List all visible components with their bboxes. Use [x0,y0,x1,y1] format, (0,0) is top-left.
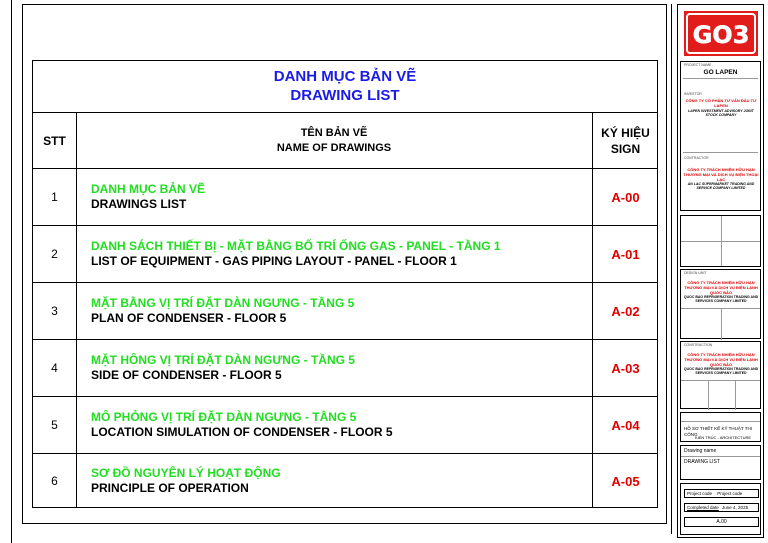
project-code-label: Project code [687,491,713,496]
header-sign-en: SIGN [610,142,641,156]
row-stt: 3 [51,304,58,318]
design-company-en: QUOC BAO REFRIGERATION TRADING AND SERVICES COMPANY LIMITED [683,295,759,303]
row-name-vi: SƠ ĐỒ NGUYÊN LÝ HOẠT ĐỘNG [91,466,281,480]
drawing-name-label: Drawing name [684,448,717,454]
header-sign [592,113,659,169]
table-title-en: DRAWING LIST [290,87,400,104]
title-block-separator [671,4,672,534]
row-name [91,283,581,339]
row-name-en: DRAWINGS LIST [91,197,187,211]
row-sign: A-05 [611,473,640,489]
header-stt: STT [43,134,66,148]
left-frame-line [11,0,12,543]
table-row [33,226,657,283]
row-stt: 5 [51,418,58,432]
row-name [91,397,581,453]
table-row [33,169,657,226]
row-name-en: SIDE OF CONDENSER - FLOOR 5 [91,368,282,382]
owner-company: CÔNG TY CỔ PHẦN TƯ VẤN ĐẦU TƯ LAPEN [685,98,757,108]
row-name-vi: MẶT HÔNG VỊ TRÍ ĐẶT DÀN NGƯNG - TẦNG 5 [91,353,355,367]
project-code-value: Project code [717,491,743,496]
drawing-name: DRAWING LIST [684,459,720,465]
construction-company: CÔNG TY TRÁCH NHIỆM HỮU HẠN THƯƠNG MẠI VÀ DỊCH VỤ ĐIỆN LẠNH QUỐC BẢO [684,352,758,367]
construction-company-box: CONSTRUCTION CÔNG TY TRÁCH NHIỆM HỮU HẠN THƯƠNG MẠI VÀ DỊCH VỤ ĐIỆN LẠNH QUỐC BẢO QUOC BAO REFRIGERATION TRADING AND SERVICES COMPANY LIMITED [680,341,761,409]
project-code-box [680,483,761,535]
completed-date: June 4, 2025 [722,505,749,510]
completed-date-label: Completed date [687,505,719,510]
table-row [33,283,657,340]
row-name-en: LOCATION SIMULATION OF CONDENSER - FLOOR 5 [91,425,393,439]
table-row [33,454,657,508]
dossier-text: HỒ SƠ THIẾT KẾ KỸ THUẬT THI CÔNG [684,426,752,437]
row-sign: A-01 [611,246,640,262]
header-name-en: NAME OF DRAWINGS [276,142,392,154]
drawing-name-box [680,445,761,480]
row-name [91,340,581,396]
dossier-box [680,412,761,442]
signature-box [680,215,761,267]
row-sign: A-02 [611,303,640,319]
header-name [76,113,592,169]
row-stt: 1 [51,190,58,204]
construction-company-en: QUOC BAO REFRIGERATION TRADING AND SERVICES COMPANY LIMITED [683,367,759,375]
row-name-vi: DANH MỤC BẢN VẼ [91,182,205,196]
row-stt: 2 [51,247,58,261]
row-sign: A-03 [611,360,640,376]
discipline-text: KIẾN TRÚC - ARCHITECTURE [694,435,752,440]
row-name-en: LIST OF EQUIPMENT - GAS PIPING LAYOUT - PANEL - FLOOR 1 [91,254,457,268]
row-stt: 4 [51,361,58,375]
table-row [33,340,657,397]
design-company-box: DESIGN UNIT CÔNG TY TRÁCH NHIỆM HỮU HẠN THƯƠNG MẠI VÀ DỊCH VỤ ĐIỆN LẠNH QUỐC BẢO QUOC BAO REFRIGERATION TRADING AND SERVICES COMPANY LIMITED [680,269,761,339]
header-sign-vi: KÝ HIỆU [601,126,650,140]
logo-text: GO3 [692,21,750,49]
drawing-list-table [32,60,658,508]
contractor-company-en: AN LAC SUPERMARKET TRADING AND SERVICE COMPANY LIMITED [687,182,755,190]
project-info-box: PROJECT NAME GO LAPEN INVESTOR CÔNG TY CỔ PHẦN TƯ VẤN ĐẦU TƯ LAPEN LAPEN INVESTMENT ADVISORY JOINT STOCK COMPANY CONTRACTOR CÔNG TY TRÁCH NHIỆM HỮU HẠN THƯƠNG MẠI VÀ DỊCH VỤ ĐIỆN THOẠI LẠC AN LAC SUPERMARKET TRADING AND SERVICE COMPANY LIMITED [680,61,761,211]
row-name [91,226,581,282]
row-name-en: PRINCIPLE OF OPERATION [91,481,249,495]
row-name-vi: MẶT BẰNG VỊ TRÍ ĐẶT DÀN NGƯNG - TẦNG 5 [91,296,355,310]
title-block [677,4,764,538]
company-logo [684,11,758,56]
row-name [91,454,581,508]
row-sign: A-04 [611,417,640,433]
row-name-vi: DANH SÁCH THIẾT BỊ - MẶT BẰNG BỐ TRÍ ỐNG GAS - PANEL - TẦNG 1 [91,239,501,253]
table-row [33,397,657,454]
row-name [91,169,581,225]
sheet-number: A.00 [684,517,759,527]
row-name-en: PLAN OF CONDENSER - FLOOR 5 [91,311,287,325]
header-name-vi: TÊN BẢN VẼ [300,127,368,139]
table-title-vi: DANH MỤC BẢN VẼ [273,68,417,85]
owner-company-en: LAPEN INVESTMENT ADVISORY JOINT STOCK COMPANY [688,109,754,117]
contractor-company: CÔNG TY TRÁCH NHIỆM HỮU HẠN THƯƠNG MẠI VÀ DỊCH VỤ ĐIỆN THOẠI LẠC [683,167,759,182]
row-name-vi: MÔ PHỎNG VỊ TRÍ ĐẶT DÀN NGƯNG - TẦNG 5 [91,410,357,424]
row-stt: 6 [51,474,58,488]
table-title [33,61,657,113]
project-name: GO LAPEN [703,69,738,76]
row-sign: A-00 [611,189,640,205]
design-company: CÔNG TY TRÁCH NHIỆM HỮU HẠN THƯƠNG MẠI VÀ DỊCH VỤ ĐIỆN LẠNH QUỐC BẢO [684,280,758,295]
